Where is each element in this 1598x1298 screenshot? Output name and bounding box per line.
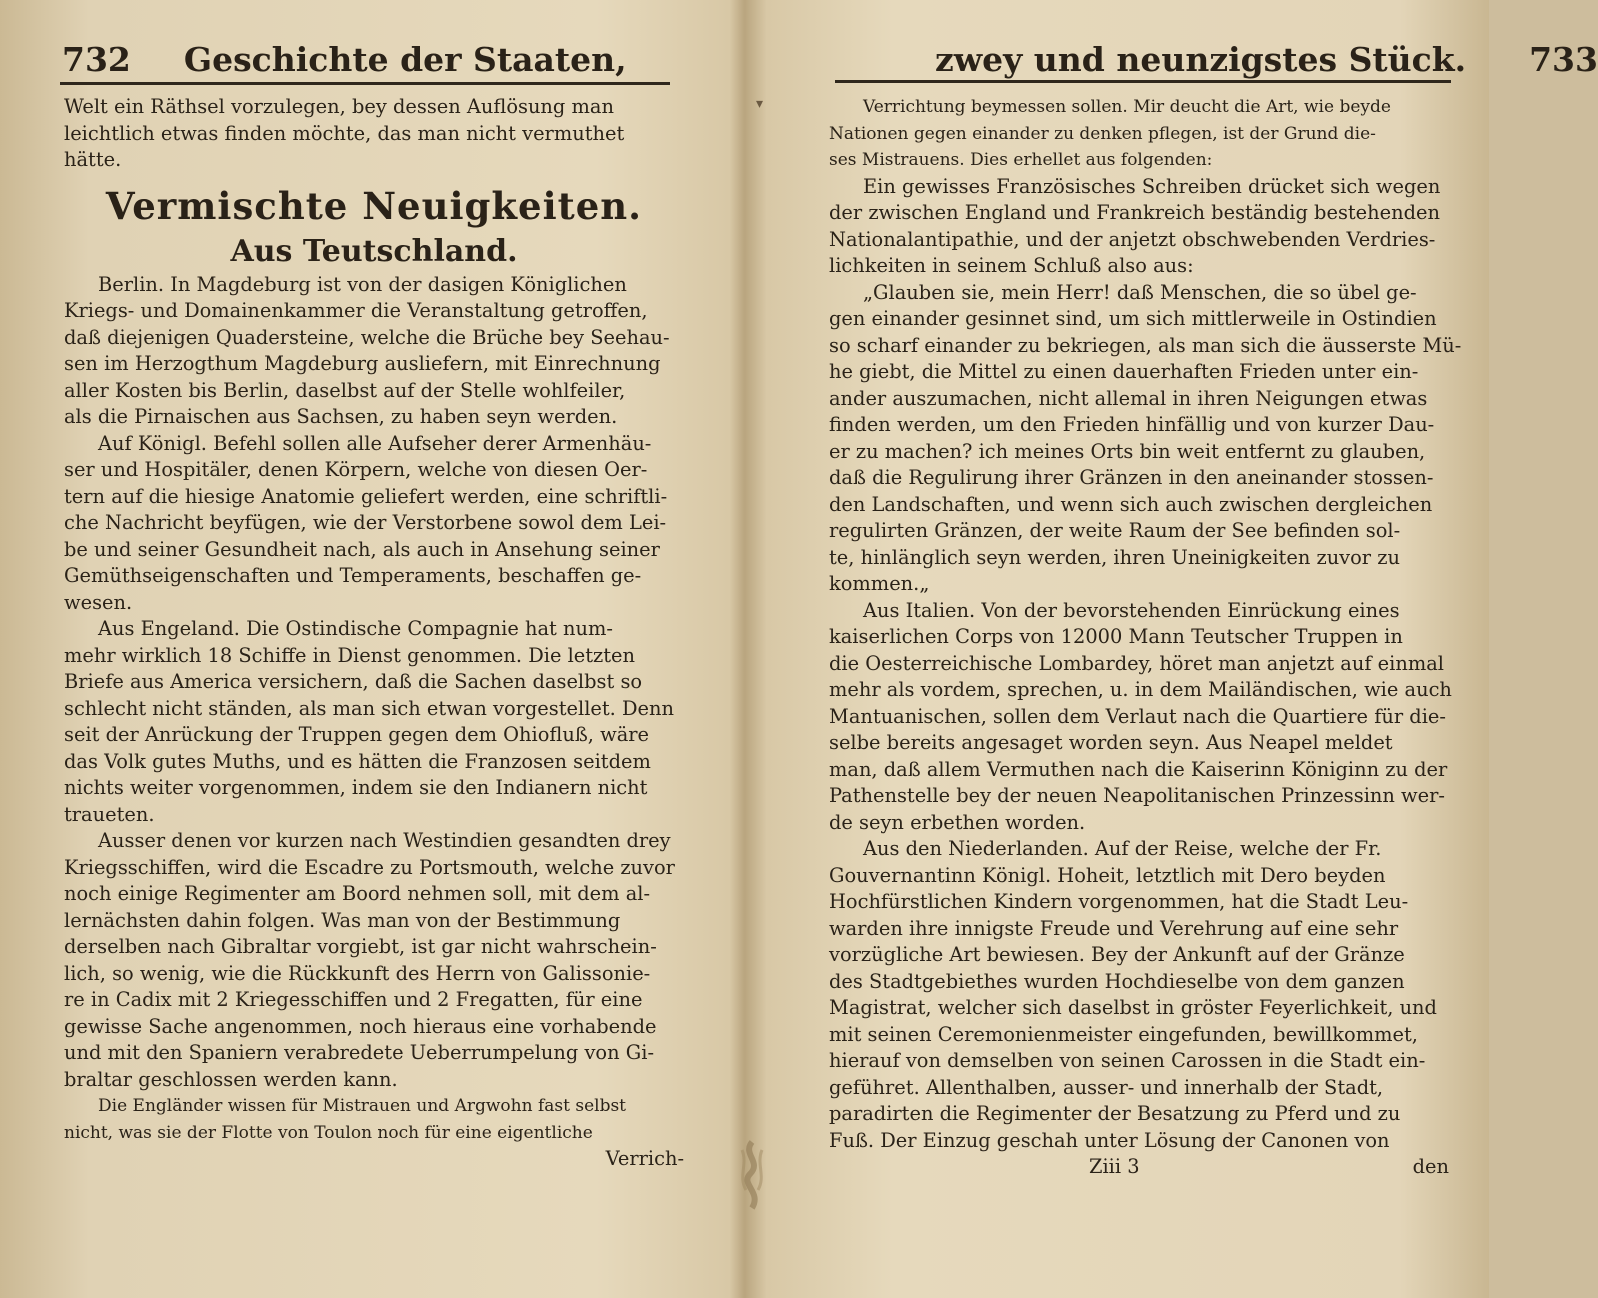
text-line: Ein gewisses Französisches Schreiben drücket sich wegen	[863, 174, 1441, 198]
text-line: man, daß allem Vermuthen nach die Kaiserinn Königinn zu der	[829, 757, 1448, 781]
text-line: mehr wirklich 18 Schiffe in Dienst genommen. Die letzten	[64, 643, 636, 667]
catchword: Verrich-	[605, 1147, 684, 1170]
right-page-text	[829, 94, 1462, 1181]
text-line: daß die Regulirung ihrer Gränzen in den aneinander stossen-	[829, 466, 1434, 489]
text-line: noch einige Regimenter am Boord nehmen soll, mit dem al-	[64, 882, 651, 905]
text-line: mit seinen Ceremonienmeister eingefunden, bewillkommet,	[829, 1022, 1418, 1046]
text-line: Pathenstelle bey der neuen Neapolitanischen Prinzessinn wer-	[829, 784, 1445, 807]
text-line: Berlin. In Magdeburg ist von der dasigen Königlichen	[98, 272, 627, 296]
text-line: gen einander gesinnet sind, um sich mittlerweile in Ostindien	[829, 307, 1437, 330]
text-line: Kriegs- und Domainenkammer die Veranstaltung getroffen,	[64, 299, 648, 322]
catchword: den	[1412, 1155, 1449, 1178]
text-line: Gemüthseigenschaften und Temperaments, beschaffen ge-	[64, 564, 642, 587]
text-line: als die Pirnaischen aus Sachsen, zu haben seyn werden.	[64, 405, 618, 428]
spine-tick: ▾	[756, 96, 764, 112]
text-line: Aus Engeland. Die Ostindische Compagnie hat num-	[98, 617, 613, 640]
page-number: 732	[62, 40, 131, 79]
text-line: leichtlich etwas finden möchte, das man nicht vermuthet	[64, 121, 625, 145]
text-line: Verrichtung beymessen sollen. Mir deucht die Art, wie beyde	[863, 97, 1391, 117]
text-line: das Volk gutes Muths, und es hätten die Franzosen seitdem	[64, 749, 651, 773]
text-line: braltar geschlossen werden kann.	[64, 1067, 398, 1091]
text-line: des Stadtgebiethes wurden Hochdieselbe von dem ganzen	[829, 969, 1405, 993]
header-rule	[60, 82, 670, 85]
text-line: be und seiner Gesundheit nach, als auch in Ansehung seiner	[64, 537, 660, 561]
text-line: te, hinlänglich seyn werden, ihren Uneinigkeiten zuvor zu	[829, 545, 1400, 569]
small-text	[64, 1093, 684, 1146]
text-line: aller Kosten bis Berlin, daselbst auf der Stelle wohlfeiler,	[64, 378, 626, 402]
text-line: kommen.„	[829, 572, 930, 595]
text-line: lich, so wenig, wie die Rückkunft des Herrn von Galissonie-	[64, 961, 651, 985]
text-line: hätte.	[64, 148, 122, 171]
body-text	[64, 272, 684, 1094]
text-line: er zu machen? ich meines Orts bin weit entfernt zu glauben,	[829, 439, 1426, 463]
right-page-header	[935, 40, 1598, 84]
page-number: 733	[1529, 40, 1598, 79]
text-line: schlecht nicht ständen, als man sich etwan vorgestellet. Denn	[64, 696, 674, 720]
text-line: Nationen gegen einander zu denken pflegen, ist der Grund die-	[829, 123, 1376, 144]
header-rule	[835, 80, 1451, 83]
text-line: vorzügliche Art bewiesen. Bey der Ankunft auf der Gränze	[829, 943, 1405, 966]
intro-paragraph	[64, 94, 684, 174]
text-line: Welt ein Räthsel vorzulegen, bey dessen Auflösung man	[64, 95, 614, 118]
text-line: che Nachricht beyfügen, wie der Verstorbene sowol dem Lei-	[64, 511, 667, 534]
footer-line	[829, 1154, 1449, 1181]
left-page-header	[62, 40, 627, 84]
text-line: warden ihre innigste Freude und Verehrung auf eine sehr	[829, 916, 1399, 940]
text-line: Kriegsschiffen, wird die Escadre zu Portsmouth, welche zuvor	[64, 855, 675, 879]
text-line: lernächsten dahin folgen. Was man von der Bestimmung	[64, 908, 621, 932]
text-line: tern auf die hiesige Anatomie geliefert werden, eine schriftli-	[64, 484, 668, 508]
text-line: geführet. Allenthalben, ausser- und innerhalb der Stadt,	[829, 1075, 1384, 1099]
running-title: Geschichte der Staaten,	[183, 40, 627, 79]
small-text	[829, 94, 1449, 174]
text-line: paradirten die Regimenter der Besatzung zu Pferd und zu	[829, 1102, 1401, 1125]
text-line: Nationalantipathie, und der anjetzt obschwebenden Verdries-	[829, 227, 1436, 251]
text-line: „Glauben sie, mein Herr! daß Menschen, die so übel ge-	[863, 280, 1417, 304]
text-line: re in Cadix mit 2 Kriegesschiffen und 2 Fregatten, für eine	[64, 988, 643, 1011]
text-line: de seyn erbethen worden.	[829, 810, 1086, 834]
text-line: ser und Hospitäler, denen Körpern, welche von diesen Oer-	[64, 458, 648, 481]
text-line: seit der Anrückung der Truppen gegen dem Ohiofluß, wäre	[64, 723, 650, 746]
text-line: Aus den Niederlanden. Auf der Reise, welche der Fr.	[863, 837, 1382, 860]
text-line: mehr als vordem, sprechen, u. in dem Mailändischen, wie auch	[829, 678, 1452, 701]
text-line: so scharf einander zu bekriegen, als man sich die äusserste Mü-	[829, 333, 1462, 357]
text-line: lichkeiten in seinem Schluß also aus:	[829, 254, 1194, 277]
text-line: Aus Italien. Von der bevorstehenden Einrückung eines	[863, 598, 1400, 622]
text-line: selbe bereits angesaget worden seyn. Aus Neapel meldet	[829, 731, 1393, 754]
text-line: nicht, was sie der Flotte von Toulon noch für eine eigentliche	[64, 1122, 593, 1143]
text-line: Auf Königl. Befehl sollen alle Aufseher derer Armenhäu-	[98, 431, 652, 455]
text-line: Briefe aus America versichern, daß die Sachen daselbst so	[64, 670, 643, 693]
text-line: den Landschaften, und wenn sich auch zwischen dergleichen	[829, 492, 1433, 516]
text-line: Hochfürstlichen Kindern vorgenommen, hat die Stadt Leu-	[829, 890, 1409, 913]
binding-thread-ornament	[728, 1140, 776, 1210]
text-line: Ausser denen vor kurzen nach Westindien gesandten drey	[98, 829, 671, 852]
text-line: Fuß. Der Einzug geschah unter Lösung der Canonen von	[829, 1128, 1390, 1152]
text-line: hierauf von demselben von seinen Carossen in die Stadt ein-	[829, 1049, 1426, 1072]
body-text	[829, 174, 1462, 1155]
sub-heading: Aus Teutschland.	[230, 233, 518, 269]
text-line: Gouvernantinn Königl. Hoheit, letztlich mit Dero beyden	[829, 863, 1386, 887]
text-line: traueten.	[64, 802, 155, 826]
text-line: Magistrat, welcher sich daselbst in gröster Feyerlichkeit, und	[829, 996, 1437, 1019]
right-page	[745, 0, 1598, 1298]
text-line: nichts weiter vorgenommen, indem sie den Indianern nicht	[64, 776, 648, 799]
text-line: kaiserlichen Corps von 12000 Mann Teutscher Truppen in	[829, 625, 1403, 648]
text-line: finden werden, um den Frieden hinfällig und von kurzer Dau-	[829, 413, 1435, 436]
left-page	[0, 0, 744, 1298]
running-title: zwey und neunzigstes Stück.	[935, 40, 1467, 79]
text-line: regulirten Gränzen, der weite Raum der See befinden sol-	[829, 519, 1401, 542]
text-line: die Oesterreichische Lombardey, höret man anjetzt auf einmal	[829, 651, 1444, 675]
left-page-text	[64, 94, 684, 1173]
section-heading: Vermischte Neuigkeiten.	[105, 183, 643, 228]
text-line: sen im Herzogthum Magdeburg ausliefern, mit Einrechnung	[64, 352, 661, 375]
signature-mark: Ziii 3	[1089, 1155, 1140, 1178]
text-line: und mit den Spaniern verabredete Ueberrumpelung von Gi-	[64, 1041, 655, 1064]
text-line: ander auszumachen, nicht allemal in ihren Neigungen etwas	[829, 386, 1428, 410]
text-line: der zwischen England und Frankreich beständig bestehenden	[829, 201, 1440, 224]
text-line: ses Mistrauens. Dies erhellet aus folgenden:	[829, 150, 1213, 170]
text-line: gewisse Sache angenommen, noch hieraus eine vorhabende	[64, 1014, 657, 1038]
text-line: Mantuanischen, sollen dem Verlaut nach die Quartiere für die-	[829, 704, 1446, 728]
text-line: he giebt, die Mittel zu einen dauerhaften Frieden unter ein-	[829, 360, 1419, 383]
text-line: wesen.	[64, 590, 133, 614]
text-line: derselben nach Gibraltar vorgiebt, ist gar nicht wahrschein-	[64, 935, 657, 958]
text-line: daß diejenigen Quadersteine, welche die Brüche bey Seehau-	[64, 325, 670, 349]
text-line: Die Engländer wissen für Mistrauen und Argwohn fast selbst	[98, 1096, 627, 1116]
